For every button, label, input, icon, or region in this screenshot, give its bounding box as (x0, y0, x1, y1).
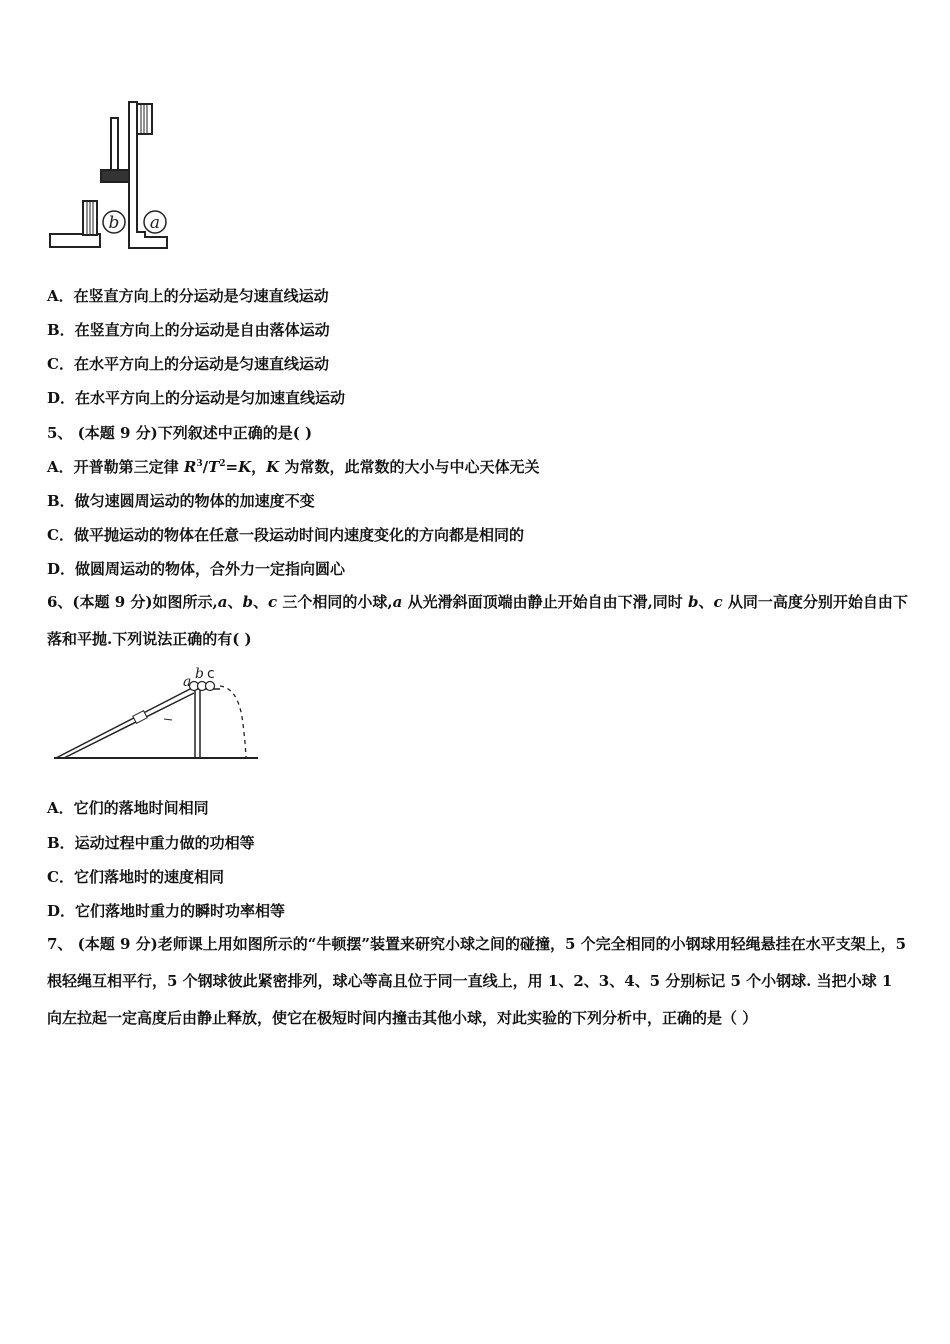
q6-p2: 三个相同的小球, (277, 593, 393, 611)
q5-option-a (47, 457, 539, 477)
q6-p4: 从同一高度分别开始自由下落和平抛.下列说法正确的有( ) (47, 593, 908, 648)
label-c: c (207, 666, 215, 682)
q6-sep1: 、 (227, 593, 243, 611)
projectile-path (220, 686, 246, 758)
q6-c2: c (713, 593, 723, 611)
q6-option-d: D．它们落地时重力的瞬时功率相等 (47, 902, 286, 920)
label-b: b (108, 213, 120, 233)
q6-c1: c (268, 593, 278, 611)
q5-a-t: T (208, 458, 220, 476)
q6-option-a: A．它们的落地时间相同 (47, 799, 209, 817)
q5-option-b: B．做匀速圆周运动的物体的加速度不变 (47, 492, 315, 510)
q7-stem: 7、 (本题 9 分)老师课上用如图所示的“牛顿摆”装置来研究小球之间的碰撞，5 个完全相同的小钢球用轻绳悬挂在水平支架上，5 根轻绳互相平行，5 个钢球彼此紧密排列，球心等高且位于同一直线上，用 1、2、3、4、5 分别标记 5 个小钢球. 当把小球 1 向左拉起一定高度后由静止释放，使它在极短时间内撞击其他小球，对此实验的下列分析中，正确的是（ ） (47, 935, 907, 1027)
ball-c (206, 682, 215, 691)
q6-a1: a (217, 593, 228, 611)
q6-p1: 6、(本题 9 分)如图所示, (47, 593, 218, 611)
q5-a-exp3: 3 (196, 459, 203, 469)
q6-stem (47, 584, 909, 658)
q6-p3: 从光滑斜面顶端由静止开始自由下滑,同时 (402, 593, 689, 611)
q5-a-k: K (238, 458, 252, 476)
incline-figure (52, 662, 262, 764)
q5-option-c: C．做平抛运动的物体在任意一段运动时间内速度变化的方向都是相同的 (47, 526, 524, 544)
q6-option-b: B．运动过程中重力做的功相等 (47, 834, 255, 852)
q4-option-b: B．在竖直方向上的分运动是自由落体运动 (47, 321, 330, 339)
label-a: a (183, 674, 192, 690)
q4-option-c: C．在水平方向上的分运动是匀速直线运动 (47, 355, 329, 373)
q5-a-r: R (183, 458, 197, 476)
label-a: a (149, 213, 161, 233)
q6-sep2: 、 (253, 593, 269, 611)
q4-option-d: D．在水平方向上的分运动是匀加速直线运动 (47, 389, 346, 407)
q6-option-c: C．它们落地时的速度相同 (47, 868, 224, 886)
q5-a-k2: K (266, 458, 280, 476)
label-b: b (195, 666, 204, 682)
q5-a-exp2: 2 (219, 459, 226, 469)
apparatus-figure (45, 98, 175, 253)
q4-option-a: A．在竖直方向上的分运动是匀速直线运动 (47, 287, 329, 305)
incline-surface (56, 688, 192, 758)
q6-a2: a (392, 593, 403, 611)
q5-a-eq: = (225, 458, 239, 476)
q6-b2: b (688, 593, 699, 611)
q6-sep3: 、 (698, 593, 714, 611)
q5-a-comma: ， (251, 458, 267, 476)
q5-a-slash: / (202, 458, 209, 476)
q5-stem: 5、 (本题 9 分)下列叙述中正确的是( ) (47, 424, 313, 442)
q5-a-suffix: 为常数，此常数的大小与中心天体无关 (279, 458, 540, 476)
q6-b1: b (242, 593, 253, 611)
q5-a-prefix: A．开普勒第三定律 (47, 458, 184, 476)
q5-option-d: D．做圆周运动的物体，合外力一定指向圆心 (47, 560, 346, 578)
